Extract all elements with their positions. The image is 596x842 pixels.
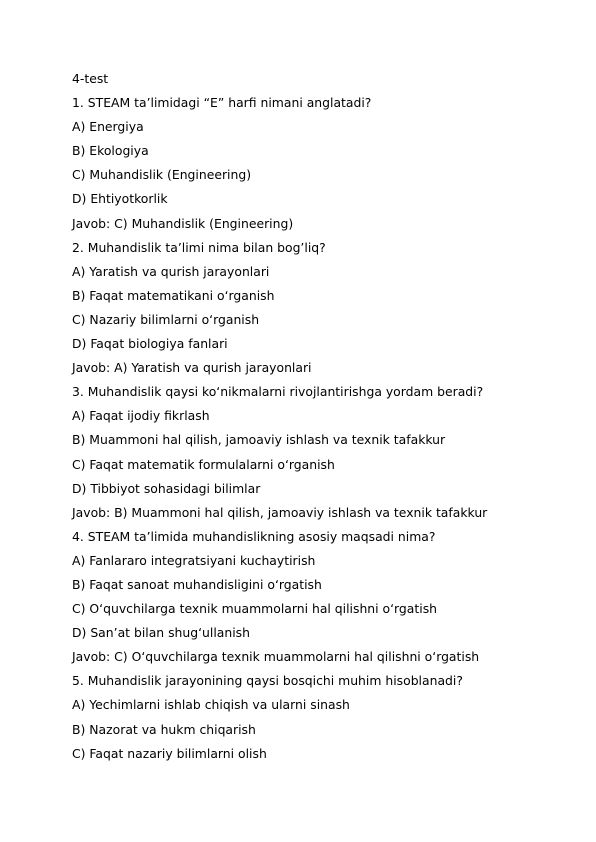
question-1-option-c: C) Muhandislik (Engineering) [72, 167, 252, 183]
question-4-option-c: C) O‘quvchilarga texnik muammolarni hal qilishni o‘rgatish [72, 601, 437, 617]
question-2-option-c: C) Nazariy bilimlarni o‘rganish [72, 311, 260, 327]
question-1-option-d: D) Ehtiyotkorlik [72, 191, 168, 207]
question-1-option-b: B) Ekologiya [72, 143, 149, 159]
question-2-option-d: D) Faqat biologiya fanlari [72, 336, 228, 352]
question-5-option-a: A) Yechimlarni ishlab chiqish va ularni sinash [72, 697, 350, 713]
question-1-answer: Javob: C) Muhandislik (Engineering) [72, 215, 294, 231]
question-1: 1. STEAM ta’limidagi “E” harfi nimani anglatadi? [72, 95, 372, 111]
question-4-option-a: A) Fanlararo integratsiyani kuchaytirish [72, 552, 316, 568]
question-3: 3. Muhandislik qaysi ko‘nikmalarni rivojlantirishga yordam beradi? [72, 384, 484, 400]
question-3-option-b: B) Muammoni hal qilish, jamoaviy ishlash va texnik tafakkur [72, 432, 446, 448]
question-4-option-d: D) San’at bilan shug‘ullanish [72, 625, 250, 641]
document-body [72, 70, 572, 769]
question-5: 5. Muhandislik jarayonining qaysi bosqichi muhim hisoblanadi? [72, 673, 463, 689]
question-2: 2. Muhandislik ta’limi nima bilan bog’liq? [72, 239, 326, 255]
document-title: 4-test [72, 71, 109, 86]
question-2-answer: Javob: A) Yaratish va qurish jarayonlari [72, 360, 312, 376]
question-3-option-c: C) Faqat matematik formulalarni o‘rganish [72, 456, 335, 472]
question-3-answer: Javob: B) Muammoni hal qilish, jamoaviy ishlash va texnik tafakkur [72, 504, 488, 520]
question-4: 4. STEAM ta’limida muhandislikning asosiy maqsadi nima? [72, 528, 436, 544]
question-2-option-a: A) Yaratish va qurish jarayonlari [72, 263, 270, 279]
question-3-option-a: A) Faqat ijodiy fikrlash [72, 408, 210, 424]
question-4-option-b: B) Faqat sanoat muhandisligini o‘rgatish [72, 576, 322, 592]
question-3-option-d: D) Tibbiyot sohasidagi bilimlar [72, 480, 261, 496]
question-4-answer: Javob: C) O‘quvchilarga texnik muammolarni hal qilishni o‘rgatish [72, 649, 480, 665]
question-5-option-c: C) Faqat nazariy bilimlarni olish [72, 745, 267, 761]
question-1-option-a: A) Energiya [72, 119, 144, 135]
question-5-option-b: B) Nazorat va hukm chiqarish [72, 721, 256, 737]
question-2-option-b: B) Faqat matematikani o‘rganish [72, 287, 275, 303]
